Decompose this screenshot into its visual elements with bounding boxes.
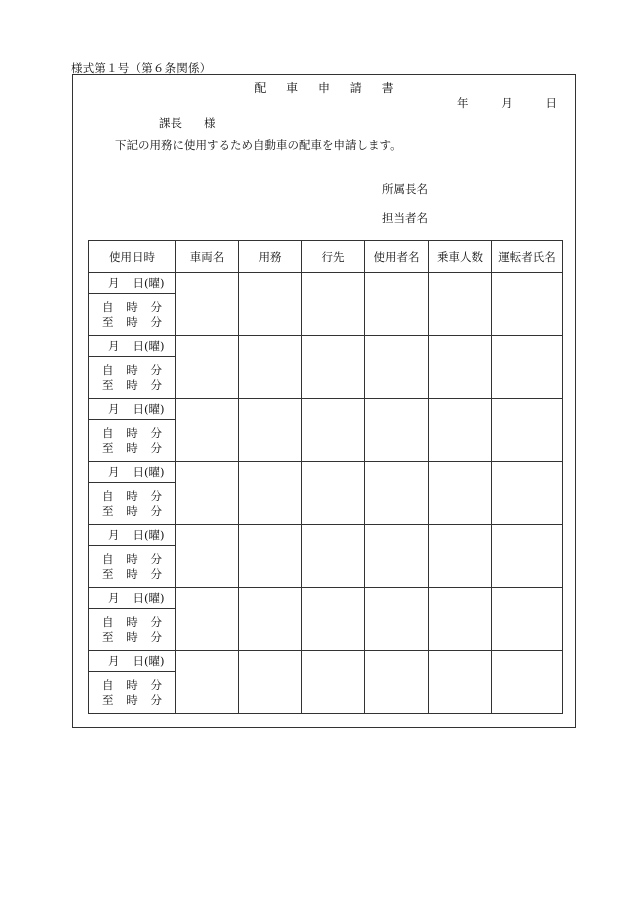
day-weekday-label: 日(曜) [132, 528, 165, 542]
day-weekday-label: 日(曜) [132, 654, 165, 668]
usage-time-range [89, 483, 175, 524]
driver-name-cell[interactable] [492, 462, 563, 525]
from-label: 自 [102, 488, 114, 503]
user-name-cell[interactable] [365, 399, 429, 462]
dept-head-label: 所属長名 [382, 182, 428, 196]
user-name-cell[interactable] [365, 525, 429, 588]
passenger-count-cell[interactable] [429, 399, 492, 462]
time-to [102, 315, 162, 330]
hour-label: 時 [126, 488, 138, 503]
usage-datetime-cell [89, 462, 176, 525]
destination-cell[interactable] [302, 336, 365, 399]
usage-date [89, 462, 175, 483]
minute-label: 分 [150, 299, 162, 314]
driver-name-cell[interactable] [492, 525, 563, 588]
usage-time-range [89, 672, 175, 713]
destination-cell[interactable] [302, 273, 365, 336]
usage-datetime-cell [89, 336, 176, 399]
month-label: 月 [108, 591, 120, 605]
hour-label: 時 [126, 692, 138, 707]
table-row [89, 462, 563, 525]
hour-label: 時 [126, 377, 138, 392]
passenger-count-cell[interactable] [429, 273, 492, 336]
day-weekday-label: 日(曜) [132, 276, 165, 290]
minute-label: 分 [150, 614, 162, 629]
date-day-label: 日 [545, 96, 557, 110]
destination-cell[interactable] [302, 651, 365, 714]
purpose-cell[interactable] [239, 336, 302, 399]
time-from [102, 426, 162, 441]
day-weekday-label: 日(曜) [132, 465, 165, 479]
day-weekday-label: 日(曜) [132, 591, 165, 605]
minute-label: 分 [150, 425, 162, 440]
hour-label: 時 [126, 362, 138, 377]
table-row [89, 525, 563, 588]
minute-label: 分 [150, 551, 162, 566]
passenger-count-cell[interactable] [429, 651, 492, 714]
usage-time-range [89, 609, 175, 650]
vehicle-request-table [88, 240, 563, 714]
time-from [102, 489, 162, 504]
from-label: 自 [102, 425, 114, 440]
time-from [102, 552, 162, 567]
vehicle-name-cell[interactable] [176, 399, 239, 462]
addressee-honorific: 様 [204, 116, 216, 130]
usage-date [89, 399, 175, 420]
usage-time-range [89, 357, 175, 398]
vehicle-name-cell[interactable] [176, 588, 239, 651]
passenger-count-cell[interactable] [429, 336, 492, 399]
time-from [102, 363, 162, 378]
header-driver-name: 運転者氏名 [492, 241, 563, 273]
from-label: 自 [102, 362, 114, 377]
date-line [457, 95, 557, 111]
from-label: 自 [102, 614, 114, 629]
date-year-label: 年 [457, 96, 469, 110]
minute-label: 分 [150, 566, 162, 581]
table-row [89, 399, 563, 462]
usage-time-range [89, 546, 175, 587]
passenger-count-cell[interactable] [429, 525, 492, 588]
hour-label: 時 [126, 614, 138, 629]
time-to [102, 441, 162, 456]
to-label: 至 [102, 314, 114, 329]
driver-name-cell[interactable] [492, 336, 563, 399]
hour-label: 時 [126, 677, 138, 692]
month-label: 月 [108, 339, 120, 353]
person-in-charge-label: 担当者名 [382, 211, 428, 225]
vehicle-name-cell[interactable] [176, 525, 239, 588]
destination-cell[interactable] [302, 462, 365, 525]
driver-name-cell[interactable] [492, 399, 563, 462]
minute-label: 分 [150, 692, 162, 707]
purpose-cell[interactable] [239, 651, 302, 714]
day-weekday-label: 日(曜) [132, 339, 165, 353]
vehicle-name-cell[interactable] [176, 651, 239, 714]
usage-date [89, 588, 175, 609]
purpose-cell[interactable] [239, 462, 302, 525]
usage-datetime-cell [89, 525, 176, 588]
usage-datetime-cell [89, 651, 176, 714]
header-usage-datetime: 使用日時 [89, 241, 176, 273]
driver-name-cell[interactable] [492, 273, 563, 336]
addressee [159, 115, 216, 131]
passenger-count-cell[interactable] [429, 462, 492, 525]
vehicle-name-cell[interactable] [176, 462, 239, 525]
usage-datetime-cell [89, 588, 176, 651]
month-label: 月 [108, 402, 120, 416]
from-label: 自 [102, 677, 114, 692]
minute-label: 分 [150, 314, 162, 329]
minute-label: 分 [150, 377, 162, 392]
usage-date [89, 651, 175, 672]
hour-label: 時 [126, 299, 138, 314]
header-vehicle-name: 車両名 [176, 241, 239, 273]
usage-date [89, 336, 175, 357]
request-text: 下記の用務に使用するため自動車の配車を申請します。 [115, 138, 402, 152]
header-purpose: 用務 [239, 241, 302, 273]
vehicle-name-cell[interactable] [176, 336, 239, 399]
hour-label: 時 [126, 566, 138, 581]
usage-date [89, 525, 175, 546]
destination-cell[interactable] [302, 525, 365, 588]
purpose-cell[interactable] [239, 273, 302, 336]
vehicle-name-cell[interactable] [176, 273, 239, 336]
from-label: 自 [102, 299, 114, 314]
time-from [102, 615, 162, 630]
minute-label: 分 [150, 677, 162, 692]
user-name-cell[interactable] [365, 651, 429, 714]
passenger-count-cell[interactable] [429, 588, 492, 651]
hour-label: 時 [126, 440, 138, 455]
usage-datetime-cell [89, 273, 176, 336]
header-user-name: 使用者名 [365, 241, 429, 273]
purpose-cell[interactable] [239, 399, 302, 462]
table-body [89, 273, 563, 714]
time-to [102, 630, 162, 645]
table-row [89, 336, 563, 399]
usage-date [89, 273, 175, 294]
usage-time-range [89, 420, 175, 461]
time-to [102, 504, 162, 519]
hour-label: 時 [126, 425, 138, 440]
form-reference: 様式第１号（第６条関係） [71, 61, 212, 75]
destination-cell[interactable] [302, 399, 365, 462]
usage-datetime-cell [89, 399, 176, 462]
driver-name-cell[interactable] [492, 588, 563, 651]
month-label: 月 [108, 528, 120, 542]
header-destination: 行先 [302, 241, 365, 273]
from-label: 自 [102, 551, 114, 566]
month-label: 月 [108, 276, 120, 290]
to-label: 至 [102, 440, 114, 455]
date-month-label: 月 [501, 96, 513, 110]
destination-cell[interactable] [302, 588, 365, 651]
minute-label: 分 [150, 629, 162, 644]
purpose-cell[interactable] [239, 525, 302, 588]
hour-label: 時 [126, 503, 138, 518]
user-name-cell[interactable] [365, 336, 429, 399]
minute-label: 分 [150, 488, 162, 503]
table-header-row [89, 241, 563, 273]
to-label: 至 [102, 377, 114, 392]
time-from [102, 678, 162, 693]
month-label: 月 [108, 465, 120, 479]
header-passenger-count: 乗車人数 [429, 241, 492, 273]
time-to [102, 378, 162, 393]
month-label: 月 [108, 654, 120, 668]
purpose-cell[interactable] [239, 588, 302, 651]
user-name-cell[interactable] [365, 588, 429, 651]
user-name-cell[interactable] [365, 462, 429, 525]
minute-label: 分 [150, 440, 162, 455]
user-name-cell[interactable] [365, 273, 429, 336]
form-title: 配 車 申 請 書 [254, 81, 402, 95]
to-label: 至 [102, 503, 114, 518]
addressee-title: 課長 [159, 116, 182, 130]
hour-label: 時 [126, 629, 138, 644]
time-to [102, 567, 162, 582]
to-label: 至 [102, 692, 114, 707]
to-label: 至 [102, 566, 114, 581]
table-row [89, 273, 563, 336]
hour-label: 時 [126, 314, 138, 329]
driver-name-cell[interactable] [492, 651, 563, 714]
table-row [89, 651, 563, 714]
application-form [72, 74, 576, 728]
day-weekday-label: 日(曜) [132, 402, 165, 416]
to-label: 至 [102, 629, 114, 644]
time-to [102, 693, 162, 708]
usage-time-range [89, 294, 175, 335]
table-row [89, 588, 563, 651]
time-from [102, 300, 162, 315]
minute-label: 分 [150, 503, 162, 518]
minute-label: 分 [150, 362, 162, 377]
hour-label: 時 [126, 551, 138, 566]
